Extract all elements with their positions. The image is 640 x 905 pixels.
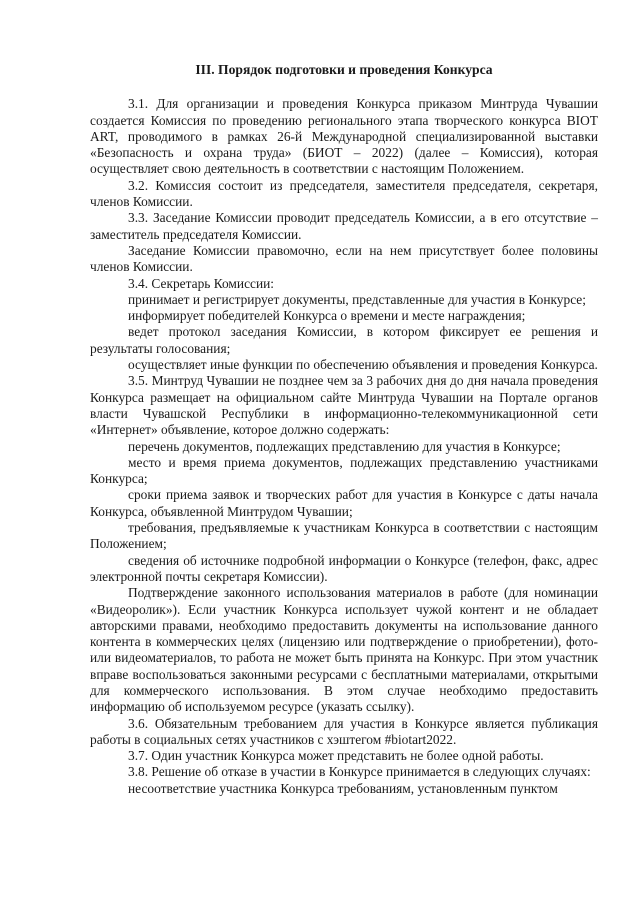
paragraph: 3.2. Комиссия состоит из председателя, заместителя председателя, секретаря, членов Комиссии.: [90, 177, 598, 210]
paragraph: 3.5. Минтруд Чувашии не позднее чем за 3 рабочих дня до дня начала проведения Конкурса размещает на официальном сайте Минтруда Чувашии на Портале органов власти Чувашской Республики в информационно-телекоммуникационной сети «Интернет» объявление, которое должно содержать:: [90, 373, 598, 438]
paragraph: принимает и регистрирует документы, представленные для участия в Конкурсе;: [128, 291, 586, 307]
document-body: [90, 96, 598, 797]
paragraph: сроки приема заявок и творческих работ для участия в Конкурсе с даты начала Конкурса, объявленной Минтрудом Чувашии;: [90, 487, 598, 519]
paragraph: ведет протокол заседания Комиссии, в котором фиксирует ее решения и результаты голосования;: [90, 324, 598, 356]
paragraph: 3.4. Секретарь Комиссии:: [128, 275, 275, 291]
paragraph: сведения об источнике подробной информации о Конкурсе (телефон, факс, адрес электронной почты секретаря Комиссии).: [90, 552, 598, 584]
paragraph: 3.1. Для организации и проведения Конкурса приказом Минтруда Чувашии создается Комиссия по проведению регионального этапа творческого конкурса BIOT ART, проводимого в рамках 26-й Международной специализированной выставки «Безопасность и охрана труда» (БИОТ – 2022) (далее – Комиссия), которая осуществляет свою деятельность в соответствии с настоящим Положением.: [90, 96, 598, 177]
paragraph: требования, предъявляемые к участникам Конкурса в соответствии с настоящим Положением;: [90, 520, 598, 552]
paragraph: информирует победителей Конкурса о времени и месте награждения;: [128, 308, 526, 324]
document-page: [90, 62, 598, 797]
section-title: III. Порядок подготовки и проведения Конкурса: [195, 62, 493, 77]
paragraph: 3.3. Заседание Комиссии проводит председатель Комиссии, а в его отсутствие – заместитель председателя Комиссии.: [90, 210, 598, 242]
paragraph: место и время приема документов, подлежащих представлению участниками Конкурса;: [90, 454, 598, 487]
paragraph: 3.6. Обязательным требованием для участия в Конкурсе является публикация работы в социальных сетях участников с хэштегом #biotart2022.: [90, 715, 598, 747]
paragraph: перечень документов, подлежащих представлению для участия в Конкурсе;: [128, 438, 561, 454]
paragraph: осуществляет иные функции по обеспечению объявления и проведения Конкурса.: [128, 357, 598, 373]
paragraph: Подтверждение законного использования материалов в работе (для номинации «Видеоролик»). Если участник Конкурса использует чужой контент и не обладает авторскими правами, необходимо предоставить документы на использование данного контента в коммерческих целях (лицензию или подтверждение о приобретении), фото- или видеоматериалов, то работа не может быть принята на Конкурс. При этом участник вправе воспользоваться законными ресурсами с бесплатными материалами, открытыми для коммерческого использования. В этом случае необходимо предоставить информацию об используемом ресурсе (указать ссылку).: [90, 585, 598, 715]
paragraph: 3.7. Один участник Конкурса может представить не более одной работы.: [128, 748, 544, 764]
paragraph: Заседание Комиссии правомочно, если на нем присутствует более половины членов Комиссии.: [90, 242, 598, 275]
paragraph: 3.8. Решение об отказе в участии в Конкурсе принимается в следующих случаях:: [128, 764, 591, 780]
paragraph: несоответствие участника Конкурса требованиям, установленным пунктом: [128, 780, 558, 796]
